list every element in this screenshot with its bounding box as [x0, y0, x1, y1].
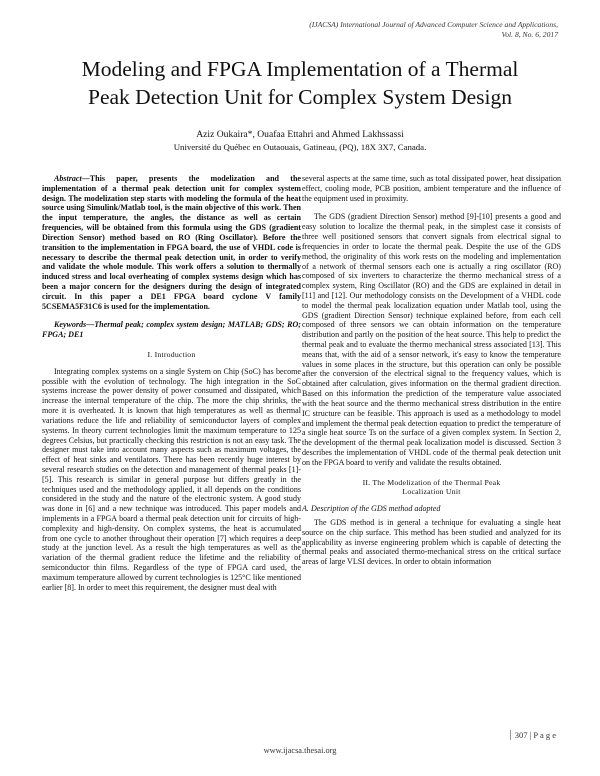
subsection-a-heading: A. Description of the GDS method adopted — [302, 504, 441, 514]
right-para-3: The GDS method is in general a technique for evaluating a single heat source on the chip surface. This method has been studied and analyzed for its applicability as inverse engineering problem which is capable of detecting the thermal peaks and associated thermo-mechanical stress on the critical surface areas of large VLSI devices. In order to obtain information — [302, 518, 561, 567]
section-1-heading: I. Introduction — [147, 350, 196, 359]
right-column — [302, 174, 561, 567]
keywords: Keywords—Thermal peak; complex system design; MATLAB; GDS; RO; FPGA; DE1 — [42, 320, 301, 340]
paper-title — [40, 55, 560, 111]
abstract-label: Abstract— — [54, 174, 90, 183]
title-line-2: Peak Detection Unit for Complex System Design — [88, 85, 512, 109]
left-column — [42, 174, 301, 593]
intro-paragraph: Integrating complex systems on a single System on Chip (SoC) has become possible with the evolution of technology. The high integration in the SoC systems increase the power density of power consumed and dissipated, which increase the internal temperature of the chip. The more the chip shrinks, the more it is overheated. It is known that high temperatures as well as thermal variations reduce the life and reliability of semiconductor layers of complex systems. In theory current technologies limit the maximum temperature to 125 degrees Celsius, but practically checking this restriction is not an easy task. The designer must take into account many aspects such as maximum voltages, the effect of heat sinks and ventilators. There has been recently huge interest by several research studies on the detection and management of thermal peaks [1]-[5]. This research is similar in general purpose but differs greatly in the techniques used and the methodology applied, it all depends on the conditions considered in the study and the nature of the electronic system. A good study was done in [6] and a new technique was introduced. This paper models and implements in a FPGA board a thermal peak detection unit for circuits of high-complexity and high-density. On complex systems, the heat is accumulated from one cycle to another throughout their operation [7] which requires a deep study at the junction level. As a result the high temperatures as well as the variation of the thermal gradient reduce the lifetime and the reliability of semiconductor thin films. Regardless of the type of FPGA card used, the maximum temperature allowed by current technologies is 125°C like mentioned earlier [8]. In order to meet this requirement, the designer must deal with — [42, 366, 301, 592]
abstract — [42, 174, 301, 311]
journal-line-1: (IJACSA) International Journal of Advanced Computer Science and Applications, — [309, 20, 558, 29]
section-2-heading-line-1: II. The Modelization of the Thermal Peak — [362, 477, 501, 487]
journal-header — [198, 20, 558, 40]
journal-line-2: Vol. 8, No. 6, 2017 — [501, 30, 558, 39]
authors: Aziz Oukaira*, Ouafaa Ettahri and Ahmed Lakhssassi — [196, 129, 404, 140]
abstract-text: This paper, presents the modelization and the implementation of a thermal peak detection unit for complex system design. The modelization step starts with modeling the formula of the heat source using Simulink/Matlab tool, is the main objective of this work. Then the input temperature, the angles, the distance as well as certain frequencies, will be obtained from this formula using the GDS (gradient Direction Sensor) method based on RO (Ring Oscillator). Before the transition to the implementation in FPGA board, the use of VHDL code is necessary to describe the thermal peak detection unit, in order to verify and validate the whole module. This work offers a solution to thermally induced stress and local overheating of complex systems design which has been a major concern for the designers during the design of integrated circuit. In this paper a DE1 FPGA board cyclone V family 5CSEMA5F31C6 is used for the implementation. — [42, 174, 301, 311]
right-para-1: several aspects at the same time, such as total dissipated power, heat dissipation effect, cooling mode, PCB position, ambient temperature and the influence of the equipment used in proximity. — [302, 174, 561, 203]
footer-url: www.ijacsa.thesai.org — [263, 746, 337, 755]
section-2-heading — [302, 478, 561, 498]
right-para-2: The GDS (gradient Direction Sensor) method [9]-[10] presents a good and easy solution to localize the thermal peak, in the simplest case it consists of three well positioned sensors that convert signals from electrical signal to frequencies in order to locate the thermal peak. Despite the use of the GDS method, the originality of this work rests on the modeling and implementation of a network of thermal sensors each one is actually a ring oscillator (RO) composed of six inverters to characterize the thermo mechanical stress of a complex system, Ring Oscillator (RO) and the GDS are explained in detail in [11] and [12]. Our methodology consists on the Development of a VHDL code to model the thermal peak localization equation under Matlab tool, using the GDS (gradient Direction Sensor) technique explained before, from each cell composed of three sensors we can obtain information on the temperature distribution and partly on the position of the heat source. This help to predict the thermal peak and to evaluate the thermo mechanical stress associated [13]. This means that, with the aid of a sensor network, it's easy to know the temperature values in some places in the structure, but this operation can only be possible after the conversion of the electrical signal to the frequency values, which is obtained after calculation, gives information on the thermal gradient direction. Based on this information the prediction of the temperature value associated with the heat source and the thermo mechanical stress distribution in the entire IC structure can be feasible. This approach is used as a methodology to model and implement the thermal peak detection equation to predict the temperature of a single heat source Ts on the surface of a given complex system. In Section 2, the development of the thermal peak localization model is discussed. Section 3 describes the implementation of VHDL code of the thermal peak detection unit on the FPGA board to verify and validate the results obtained. — [302, 212, 561, 467]
page-number: 307 | P a g e — [510, 730, 556, 740]
title-line-1: Modeling and FPGA Implementation of a Thermal — [81, 57, 519, 81]
affiliation: Université du Québec en Outaouais, Gatineau, (PQ), 18X 3X7, Canada. — [173, 142, 427, 152]
section-2-heading-line-2: Localization Unit — [402, 487, 461, 497]
